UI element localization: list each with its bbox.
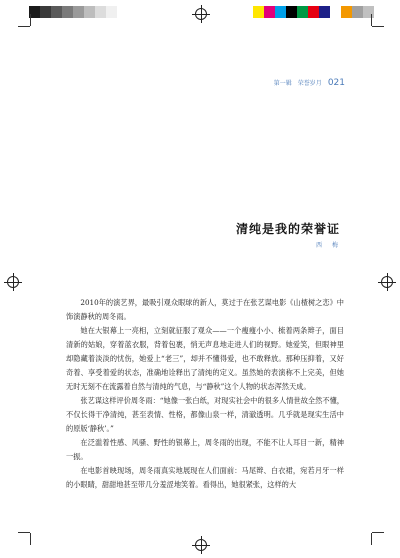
- color-swatch: [341, 6, 352, 18]
- color-swatch: [62, 6, 73, 18]
- registration-mark-bottom-icon: [195, 539, 207, 551]
- crop-mark-top-right: [372, 26, 384, 27]
- color-calibration-strip-right: [253, 6, 374, 18]
- crop-mark-bottom-right-v: [371, 533, 372, 545]
- color-swatch: [253, 6, 264, 18]
- section-title: 第一辑 荣誉岁月: [273, 80, 322, 87]
- article-body: [66, 296, 344, 492]
- paragraph: 2010年的演艺界，最吸引观众眼球的新人，莫过于在张艺谋电影《山楂树之恋》中饰演静秋的周冬雨。: [66, 298, 344, 321]
- crop-mark-top-right-v: [371, 14, 372, 26]
- running-header: [274, 78, 345, 88]
- color-swatch: [84, 6, 95, 18]
- color-swatch: [352, 6, 363, 18]
- color-swatch: [264, 6, 275, 18]
- color-swatch: [106, 6, 117, 18]
- color-swatch: [308, 6, 319, 18]
- crop-mark-bottom-left-v: [30, 533, 31, 545]
- color-swatch: [95, 6, 106, 18]
- paragraph: 在泛滥着性感、风骚、野性的银幕上，周冬雨的出现，不能不让人耳目一新，精神一振。: [66, 438, 344, 461]
- color-swatch: [73, 6, 84, 18]
- article-author: 西 梅: [315, 242, 340, 249]
- crop-mark-top-left: [18, 26, 30, 27]
- registration-mark-left-icon: [7, 276, 19, 288]
- color-calibration-strip-left: [29, 6, 117, 18]
- article-title: 清纯是我的荣誉证: [235, 222, 340, 236]
- registration-mark-top-icon: [195, 8, 207, 20]
- color-swatch: [297, 6, 308, 18]
- paragraph: 她在大银幕上一亮相，立刻就征服了观众——一个瘦瘦小小、梳着两条辫子，面目清新的姑娘，穿着蓝衣服，背着包裹，悄无声息地走进人们的视野。她爱笑，但眼神里却隐藏着淡淡的忧伤，她爱上“老三”，却并不懂得爱，也不敢释放。那种压抑着，又好奇着、享受着爱的状态，准确地诠释出了清纯的定义。虽然她的表演称不上完美，但她无时无刻不在流露着自然与清纯的气息，与“静秋”这个人物的状态浑然天成。: [66, 326, 344, 391]
- paragraph: 张艺谋这样评价周冬雨：“她像一张白纸，对现实社会中的很多人情世故全然不懂，不仅长得干净清纯，甚至表情、性格，都像山泉一样，清澈透明。几乎就是现实生活中的原版‘静秋’。”: [66, 396, 344, 433]
- paragraph: 在电影首映现场，周冬雨真实地展现在人们面前：马尾辫、白衣裙，宛若月牙一样的小眼睛，甜甜地甚至带几分羞涩地笑着。看得出，她很紧张，这样的大: [66, 466, 344, 489]
- color-swatch: [51, 6, 62, 18]
- color-swatch: [363, 6, 374, 18]
- color-swatch: [286, 6, 297, 18]
- registration-mark-right-icon: [381, 276, 393, 288]
- color-swatch: [40, 6, 51, 18]
- page-number: 021: [327, 78, 345, 88]
- color-swatch: [319, 6, 330, 18]
- crop-mark-top-left-v: [30, 14, 31, 26]
- crop-mark-bottom-right: [372, 532, 384, 533]
- color-swatch: [275, 6, 286, 18]
- crop-mark-bottom-left: [18, 532, 30, 533]
- color-swatch: [330, 6, 341, 18]
